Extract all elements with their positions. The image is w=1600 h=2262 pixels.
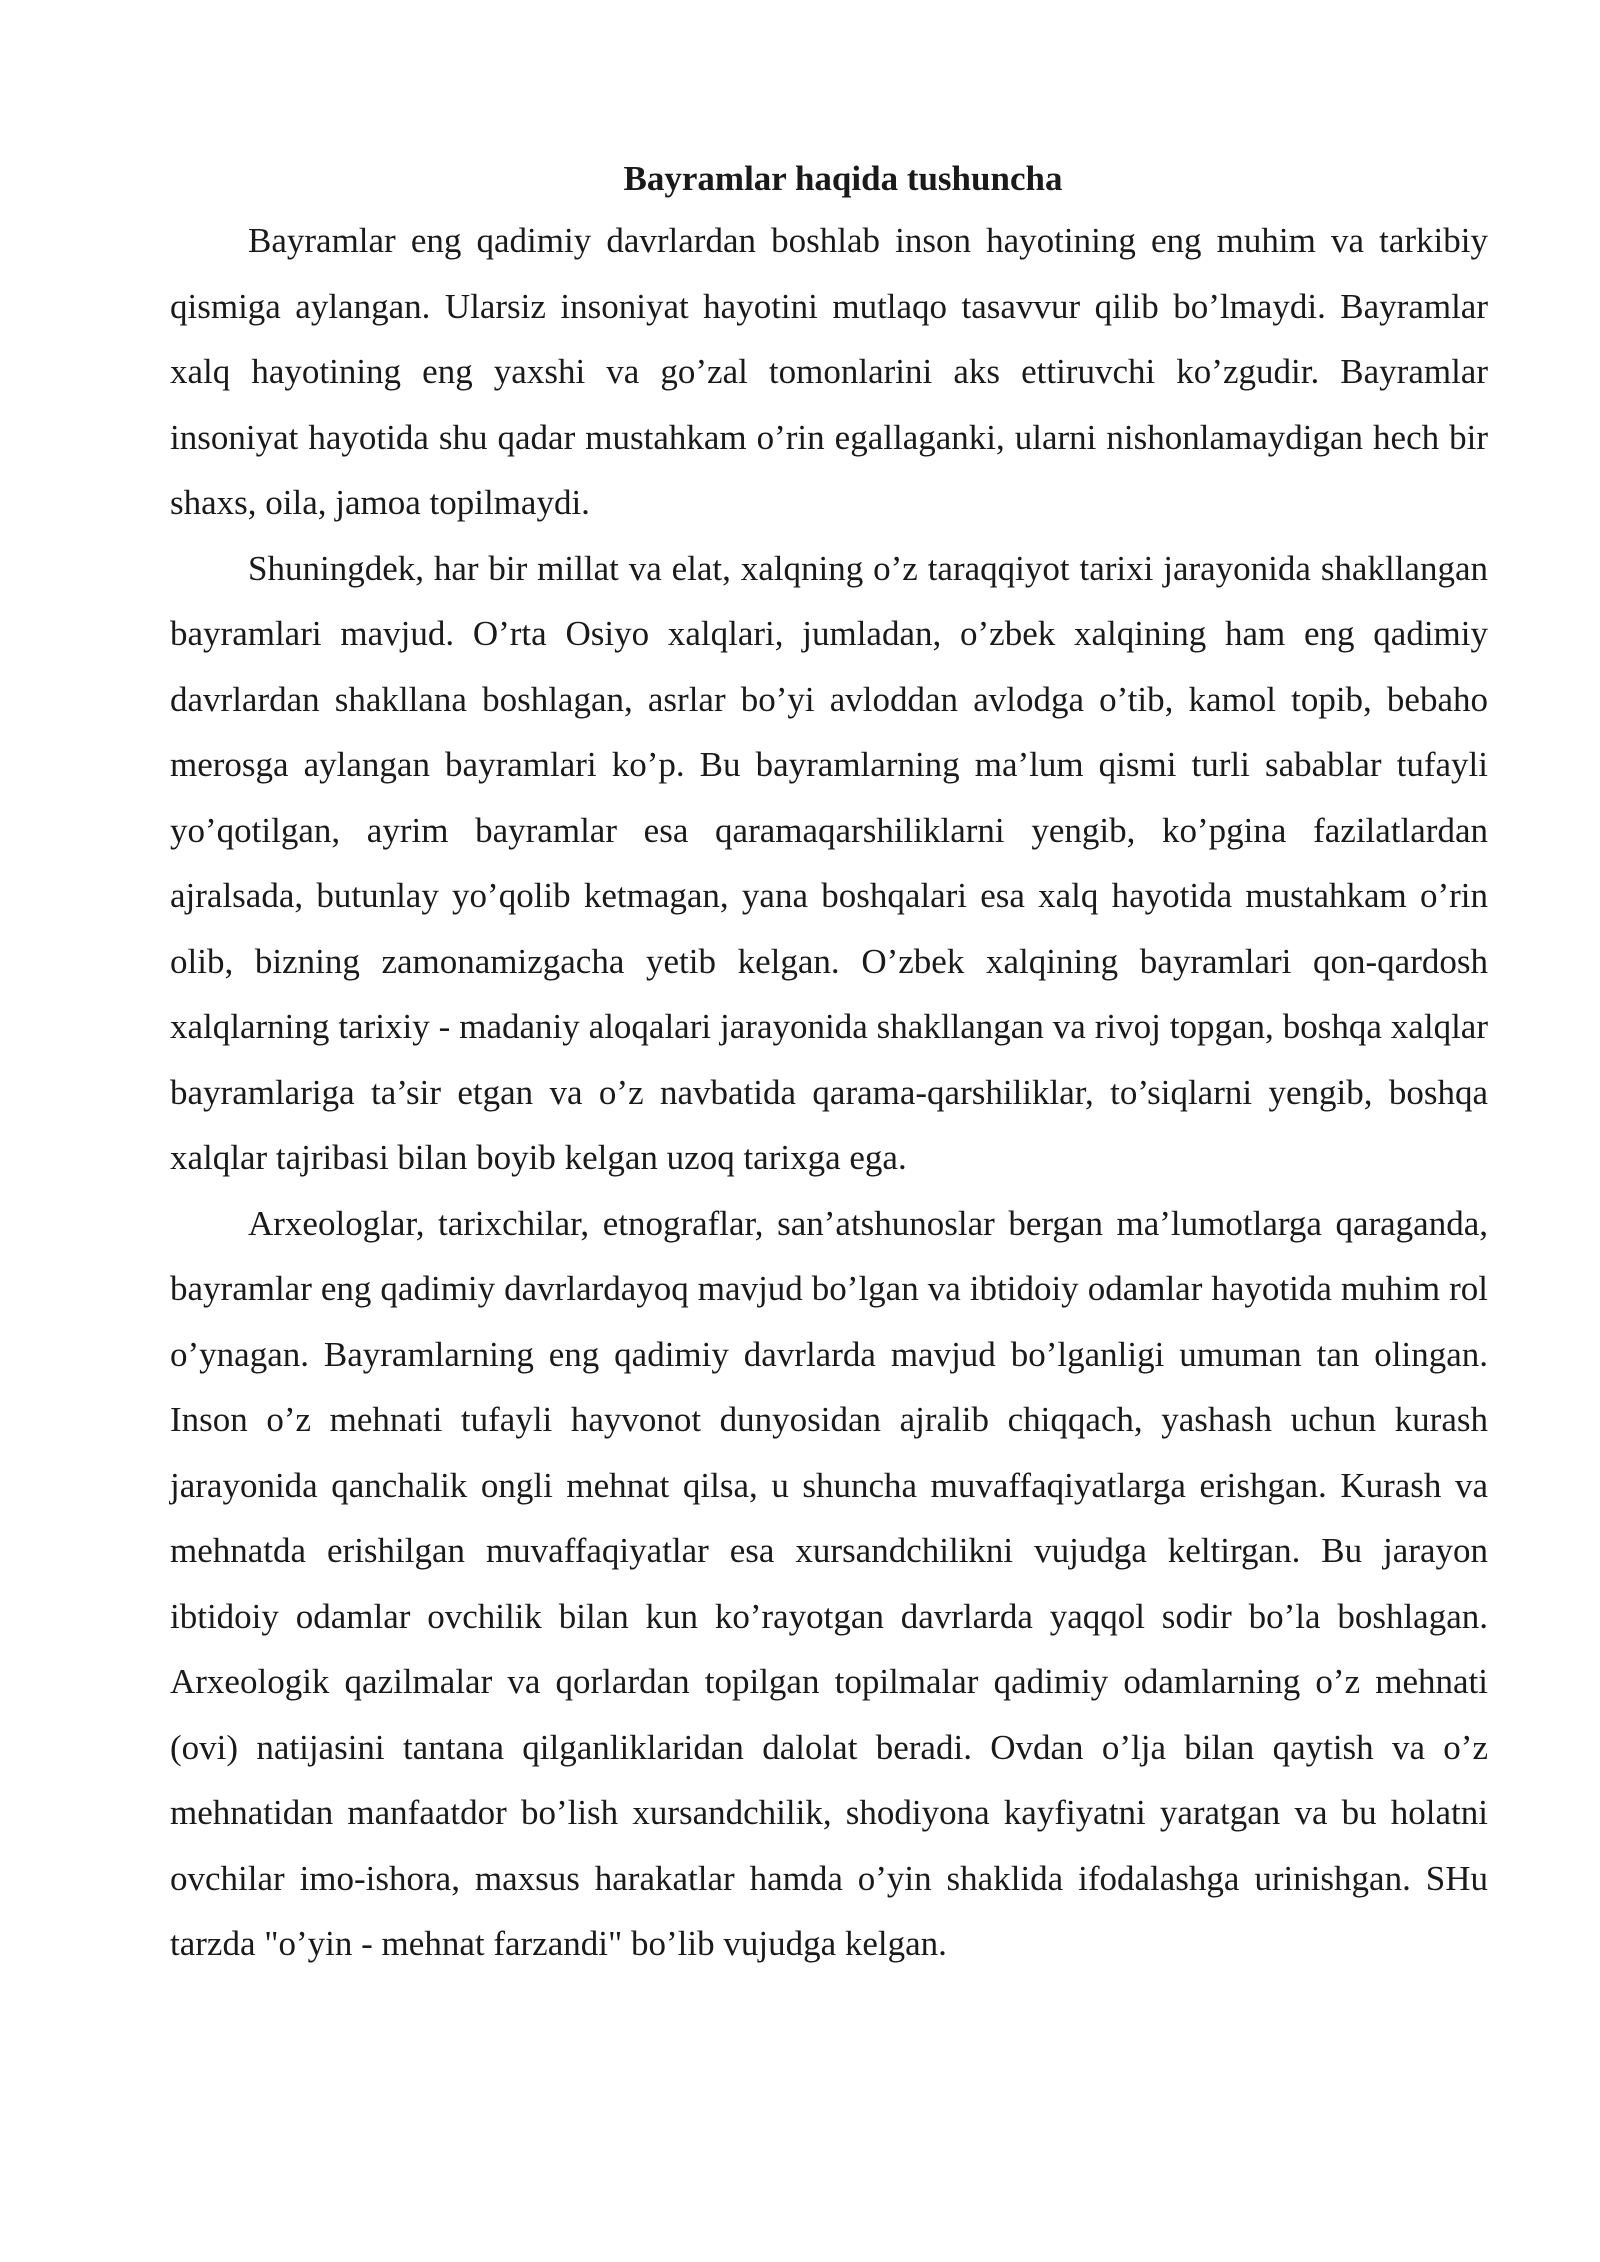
paragraph-2: Shuningdek, har bir millat va elat, xalqning o’z taraqqiyot tarixi jarayonida shakllangan bayramlari mavjud. O’rta Osiyo xalqlari, jumladan, o’zbek xalqining ham eng qadimiy davrlardan shakllana boshlagan, asrlar bo’yi avloddan avlodga o’tib, kamol topib, bebaho merosga aylangan bayramlari ko’p. Bu bayramlarning ma’lum qismi turli sabablar tufayli yo’qotilgan, ayrim bayramlar esa qaramaqarshiliklarni yengib, ko’pgina fazilatlardan ajralsada, butunlay yo’qolib ketmagan, yana boshqalari esa xalq hayotida mustahkam o’rin olib, bizning zamonamizgacha yetib kelgan. O’zbek xalqining bayramlari qon-qardosh xalqlarning tarixiy - madaniy aloqalari jarayonida shakllangan va rivoj topgan, boshqa xalqlar bayramlariga ta’sir etgan va o’z navbatida qarama-qarshiliklar, to’siqlarni yengib, boshqa xalqlar tajribasi bilan boyib kelgan uzoq tarixga ega. xyxy=(170,548,1488,1177)
document-title: Bayramlar haqida tushuncha xyxy=(623,159,1063,198)
paragraph-1: Bayramlar eng qadimiy davrlardan boshlab inson hayotining eng muhim va tarkibiy qismiga aylangan. Ularsiz insoniyat hayotini mutlaqo tasavvur qilib bo’lmaydi. Bayramlar xalq hayotining eng yaxshi va go’zal tomonlarini aks ettiruvchi ko’zgudir. Bayramlar insoniyat hayotida shu qadar mustahkam o’rin egallaganki, ularni nishonlamaydigan hech bir shaxs, oila, jamoa topilmaydi. xyxy=(170,221,1488,522)
document-page xyxy=(170,150,1488,1977)
paragraph-3: Arxeologlar, tarixchilar, etnograflar, san’atshunoslar bergan ma’lumotlarga qaraganda, bayramlar eng qadimiy davrlardayoq mavjud bo’lgan va ibtidoiy odamlar hayotida muhim rol o’ynagan. Bayramlarning eng qadimiy davrlarda mavjud bo’lganligi umuman tan olingan. Inson o’z mehnati tufayli hayvonot dunyosidan ajralib chiqqach, yashash uchun kurash jarayonida qanchalik ongli mehnat qilsa, u shuncha muvaffaqiyatlarga erishgan. Kurash va mehnatda erishilgan muvaffaqiyatlar esa xursandchilikni vujudga keltirgan. Bu jarayon ibtidoiy odamlar ovchilik bilan kun ko’rayotgan davrlarda yaqqol sodir bo’la boshlagan. Arxeologik qazilmalar va qorlardan topilgan topilmalar qadimiy odamlarning o’z mehnati (ovi) natijasini tantana qilganliklaridan dalolat beradi. Ovdan o’lja bilan qaytish va o’z mehnatidan manfaatdor bo’lish xursandchilik, shodiyona kayfiyatni yaratgan va bu holatni ovchilar imo-ishora, maxsus harakatlar hamda o’yin shaklida ifodalashga urinishgan. SHu tarzda "o’yin - mehnat farzandi" bo’lib vujudga kelgan. xyxy=(170,1203,1488,1963)
